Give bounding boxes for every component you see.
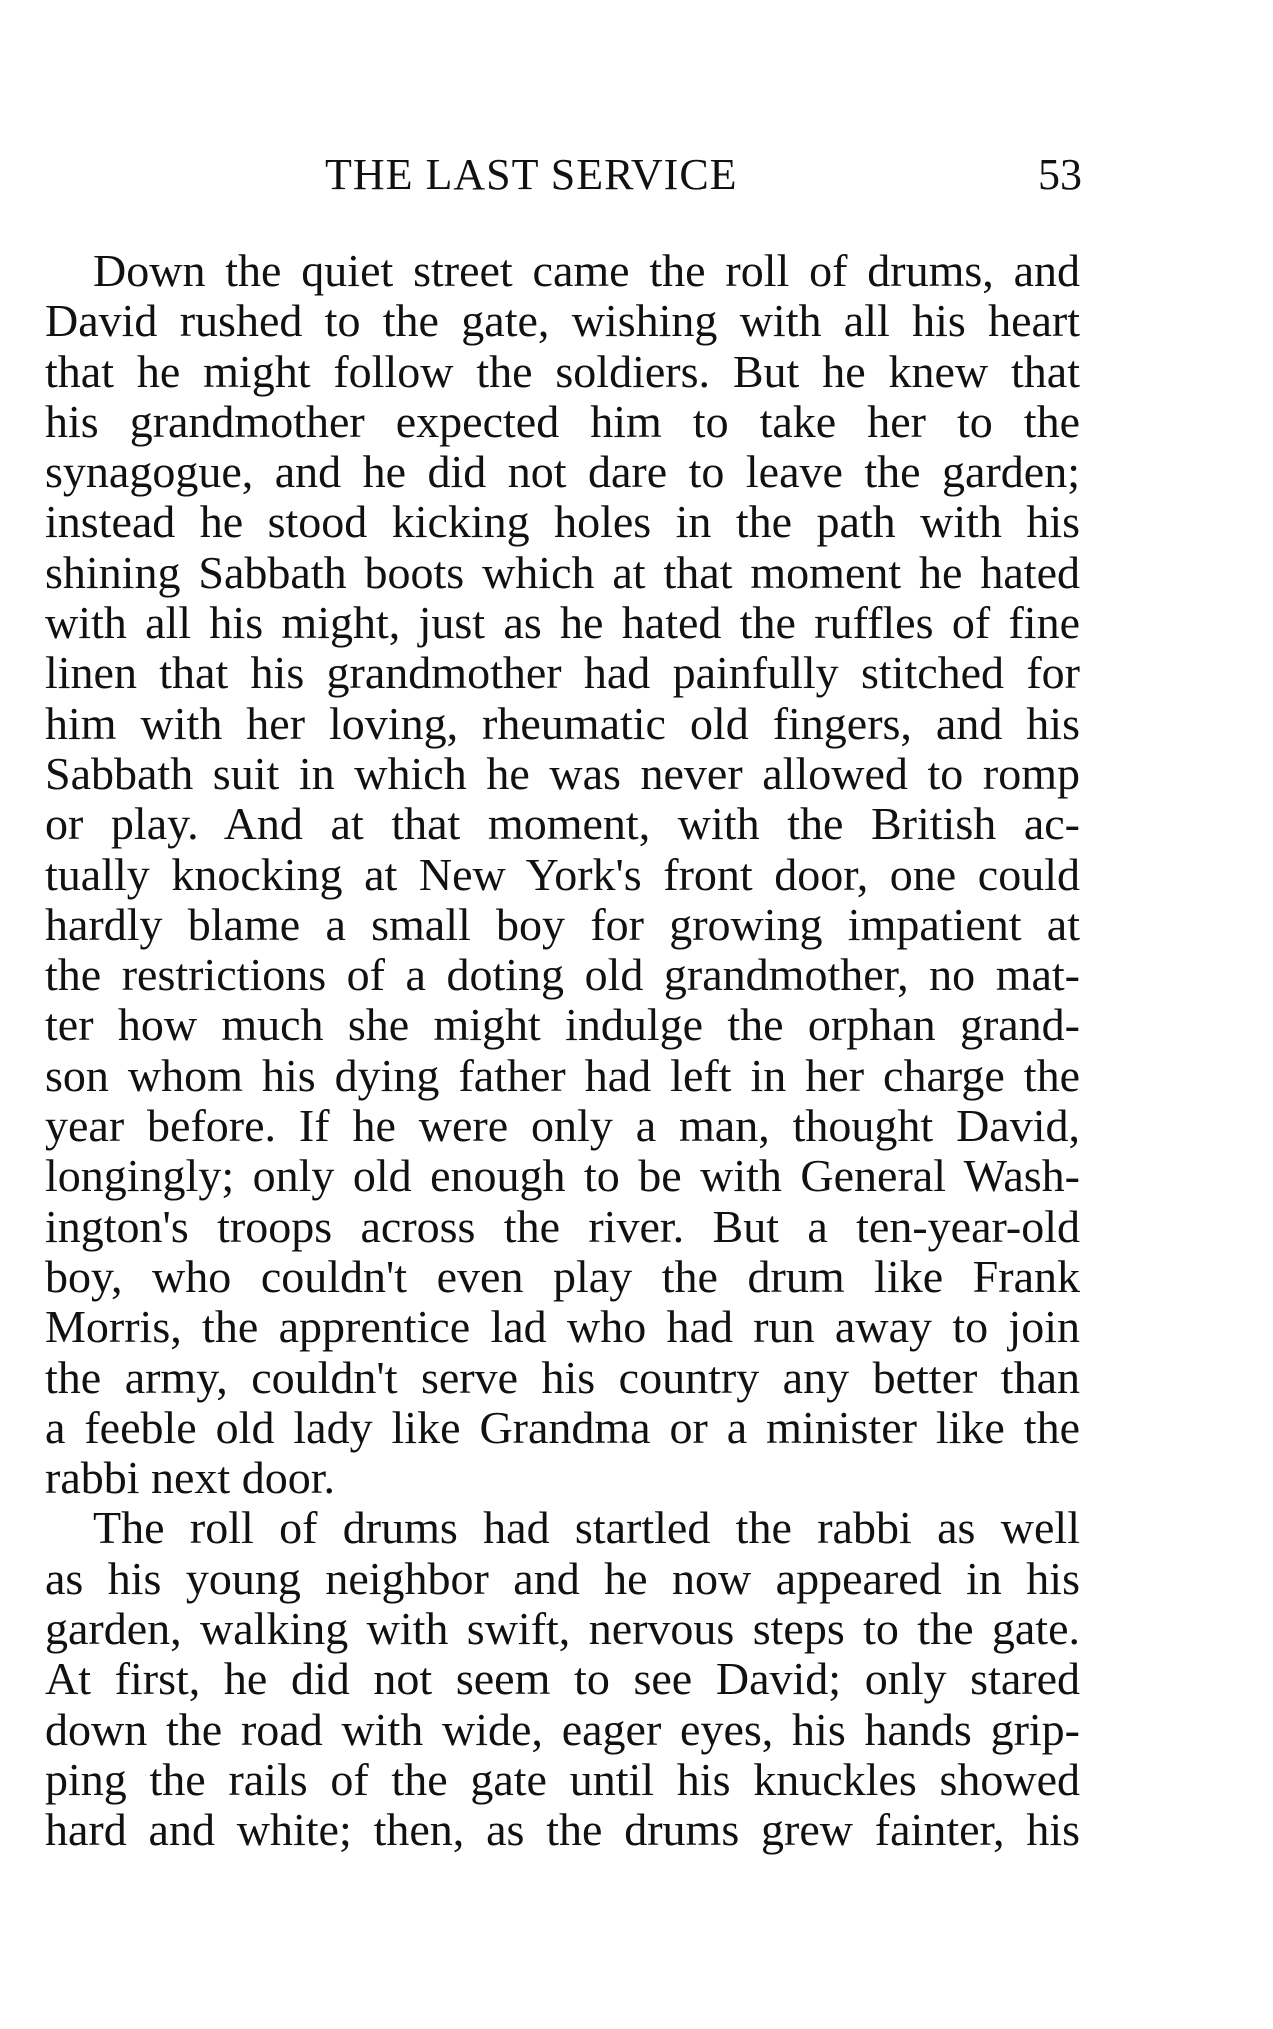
text-line: year before. If he were only a man, thought David, [45, 1101, 1080, 1152]
text-line: or play. And at that moment, with the British ac- [45, 799, 1080, 850]
text-line: shining Sabbath boots which at that moment he hated [45, 547, 1080, 598]
text-line: his grandmother expected him to take her to the [45, 396, 1080, 447]
text-line: the restrictions of a doting old grandmother, no mat- [45, 950, 1080, 1001]
text-line: At first, he did not seem to see David; only stared [45, 1654, 1080, 1705]
text-line: Sabbath suit in which he was never allowed to romp [45, 748, 1080, 799]
text-line: David rushed to the gate, wishing with all his heart [45, 296, 1080, 347]
text-line: longingly; only old enough to be with General Wash- [45, 1151, 1080, 1202]
body-text [45, 246, 1080, 1856]
text-line: son whom his dying father had left in her charge the [45, 1050, 1080, 1101]
text-line: ter how much she might indulge the orphan grand- [45, 1000, 1080, 1051]
text-line: instead he stood kicking holes in the path with his [45, 497, 1080, 548]
text-line: with all his might, just as he hated the ruffles of fine [45, 598, 1080, 649]
text-line: The roll of drums had startled the rabbi as well [93, 1503, 1080, 1554]
text-line: ington's troops across the river. But a ten-year-old [45, 1201, 1080, 1252]
text-line: as his young neighbor and he now appeared in his [45, 1553, 1080, 1604]
text-line: that he might follow the soldiers. But he knew that [45, 346, 1080, 397]
text-line: garden, walking with swift, nervous steps to the gate. [45, 1604, 1080, 1655]
text-line: him with her loving, rheumatic old fingers, and his [45, 698, 1080, 749]
page-number: 53 [1038, 150, 1082, 199]
text-line: hard and white; then, as the drums grew fainter, his [45, 1805, 1080, 1856]
text-line: a feeble old lady like Grandma or a minister like the [45, 1402, 1080, 1453]
text-line: tually knocking at New York's front door, one could [45, 849, 1080, 900]
text-line: hardly blame a small boy for growing impatient at [45, 899, 1080, 950]
text-line: Down the quiet street came the roll of drums, and [93, 246, 1080, 296]
text-line: down the road with wide, eager eyes, his hands grip- [45, 1704, 1080, 1755]
text-line: the army, couldn't serve his country any better than [45, 1352, 1080, 1403]
running-title: THE LAST SERVICE [325, 150, 738, 199]
text-line: boy, who couldn't even play the drum like Frank [45, 1251, 1080, 1302]
text-line: synagogue, and he did not dare to leave the garden; [45, 447, 1080, 498]
text-line: Morris, the apprentice lad who had run away to join [45, 1302, 1080, 1353]
text-line: ping the rails of the gate until his knuckles showed [45, 1754, 1080, 1805]
text-line: rabbi next door. [45, 1453, 335, 1504]
text-line: linen that his grandmother had painfully stitched for [45, 648, 1080, 699]
